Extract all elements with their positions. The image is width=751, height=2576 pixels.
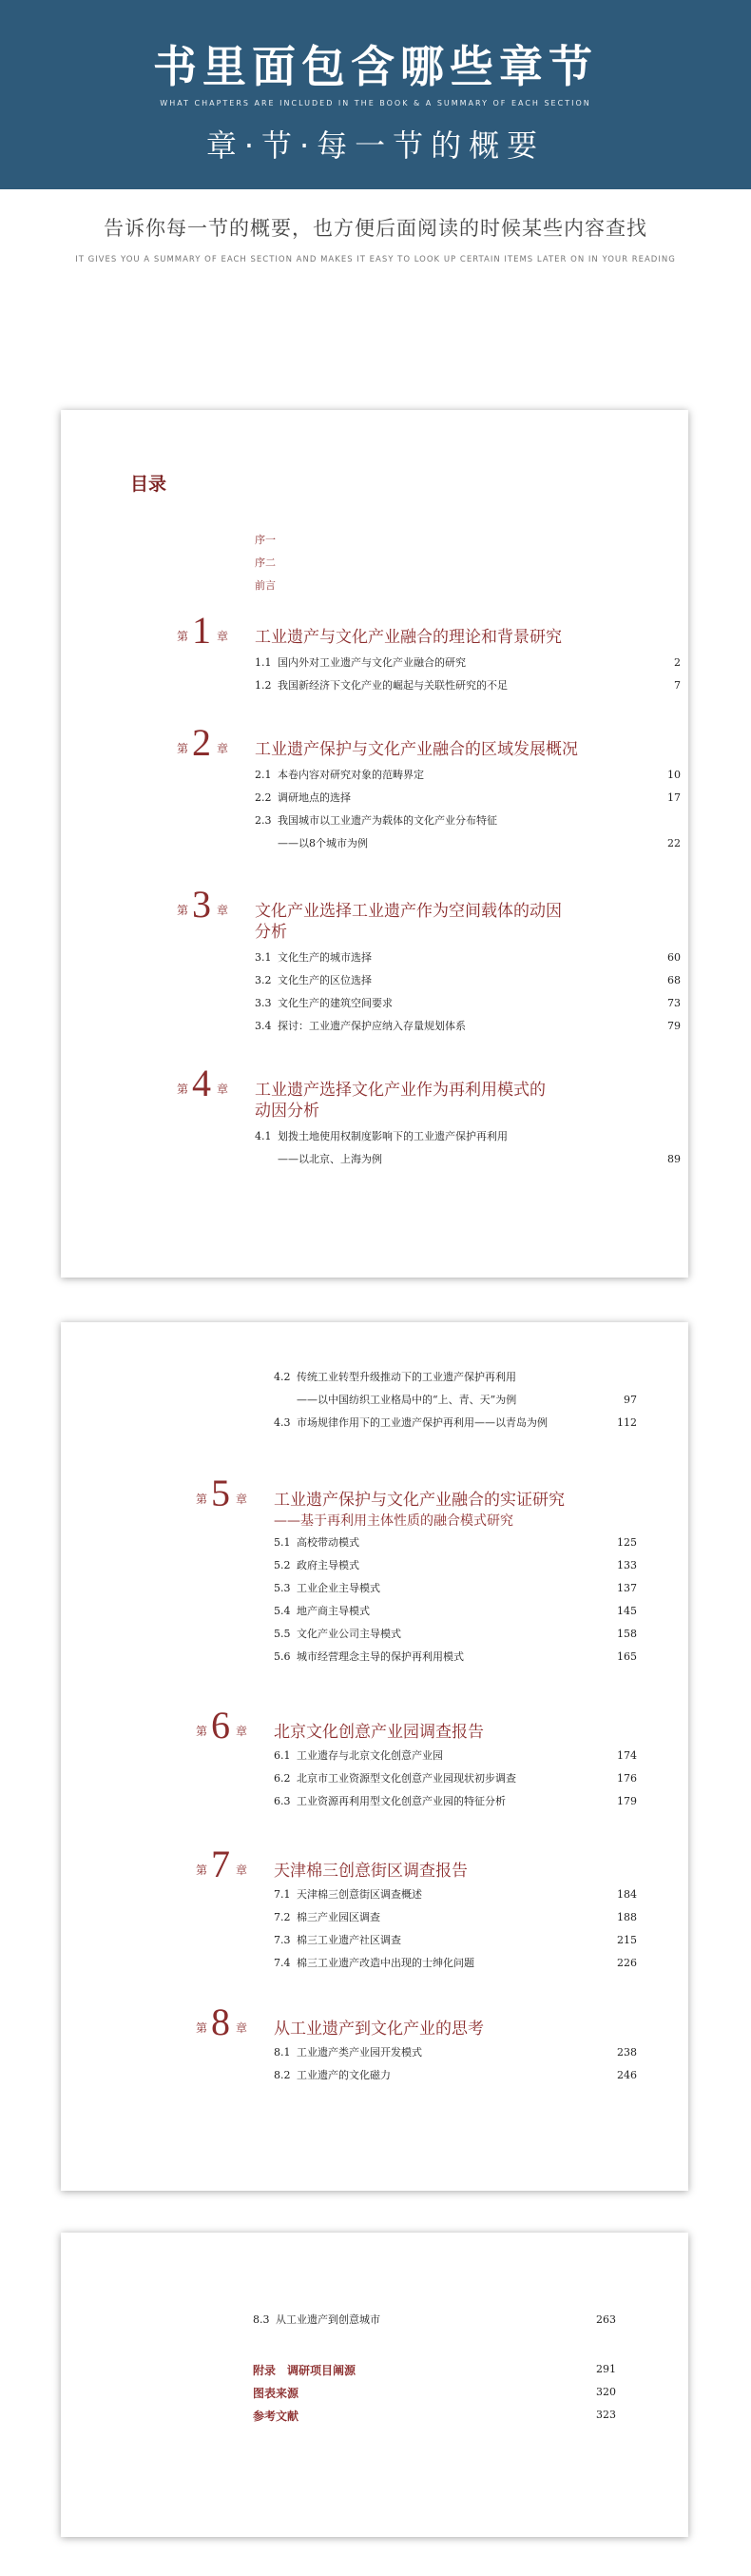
entry-text: 棉三工业遗产改造中出现的士绅化问题 <box>297 1957 474 1969</box>
chapter-number <box>196 1845 253 1883</box>
entry-number: 1.2 <box>255 679 272 692</box>
toc-entry[interactable] <box>274 1933 637 1948</box>
entry-number: 8.1 <box>274 2046 291 2059</box>
entry-text: 市场规律作用下的工业遗产保护再利用——以青岛为例 <box>297 1416 548 1429</box>
chapter-subtitle: ——基于再利用主体性质的融合模式研究 <box>274 1513 513 1529</box>
entry-page: 133 <box>617 1559 637 1571</box>
entry-number: 2.2 <box>255 791 272 804</box>
chapter-num: 6 <box>211 1704 230 1747</box>
toc-entry[interactable] <box>274 1558 637 1573</box>
appendix-survey[interactable]: 附录 调研项目阐源 <box>253 2364 356 2377</box>
entry-page: 89 <box>667 1153 681 1165</box>
entry-number: 4.2 <box>274 1371 291 1383</box>
appendix-references[interactable]: 参考文献 <box>253 2410 299 2423</box>
entry-page: 158 <box>617 1628 637 1640</box>
chapter-num: 4 <box>192 1062 211 1104</box>
entry-number: 4.1 <box>255 1130 272 1142</box>
chapter-title[interactable]: 工业遗产与文化产业融合的理论和背景研究 <box>255 628 562 647</box>
intro-text-en: IT GIVES YOU A SUMMARY OF EACH SECTION AND MAKES IT EASY TO LOOK UP CERTAIN ITEMS LATER ON IN YOUR READING <box>75 255 676 264</box>
chapter-title[interactable]: 工业遗产保护与文化产业融合的实证研究 <box>274 1491 565 1510</box>
entry-text: 工业遗产的文化磁力 <box>297 2069 391 2081</box>
entry-text: 文化生产的区位选择 <box>278 974 372 986</box>
entry-number: 2.1 <box>255 769 272 781</box>
chapter-zhang: 章 <box>217 630 229 643</box>
entry-text: ——以8个城市为例 <box>278 837 368 849</box>
entry-page: 97 <box>624 1394 637 1406</box>
entry-text: ——以中国纺织工业格局中的“上、青、天”为例 <box>297 1394 517 1406</box>
chapter-num: 8 <box>211 2000 230 2043</box>
entry-number: 3.3 <box>255 997 272 1009</box>
entry-page: 263 <box>596 2313 616 2326</box>
chapter-6 <box>196 1704 637 1821</box>
entry-page: 176 <box>617 1772 637 1785</box>
chapter-number <box>177 1064 234 1103</box>
chapter-2 <box>177 721 681 857</box>
entry-number: 5.1 <box>274 1536 291 1549</box>
chapter-title-line2[interactable]: 分析 <box>255 923 287 942</box>
entry-page: 184 <box>617 1888 637 1901</box>
entry-page: 226 <box>617 1957 637 1969</box>
entry-page: 238 <box>617 2046 637 2059</box>
chapter-di: 第 <box>196 1493 208 1506</box>
banner-title: 书里面包含哪些章节 <box>153 41 598 92</box>
entry-page: 73 <box>667 997 681 1009</box>
appendix-figure-sources-page: 320 <box>596 2386 616 2398</box>
chapter-di: 第 <box>177 1083 189 1096</box>
entry-text: 文化产业公司主导模式 <box>297 1628 401 1640</box>
chapter-zhang: 章 <box>217 742 229 755</box>
chapter-num: 1 <box>192 609 211 652</box>
chapter-number <box>177 721 234 764</box>
entry-number: 7.2 <box>274 1911 291 1923</box>
toc-page-3 <box>61 2233 688 2537</box>
entry-number: 6.2 <box>274 1772 291 1785</box>
entry-page: 165 <box>617 1650 637 1663</box>
chapter-title[interactable]: 从工业遗产到文化产业的思考 <box>274 2020 484 2039</box>
chapter-title[interactable]: 北京文化创意产业园调查报告 <box>274 1723 484 1742</box>
toc-entry[interactable] <box>255 768 681 783</box>
toc-entry[interactable] <box>274 1535 637 1551</box>
entry-number: 1.1 <box>255 656 272 669</box>
chapter-8 <box>196 2000 637 2098</box>
chapter-di: 第 <box>196 2021 208 2035</box>
entry-text: 本卷内容对研究对象的范畴界定 <box>278 769 424 781</box>
toc-entry[interactable] <box>255 950 681 966</box>
chapter-7 <box>196 1845 637 1979</box>
toc-title: 目录 <box>130 474 167 495</box>
prelude-item[interactable]: 前言 <box>255 579 276 592</box>
chapter-num: 7 <box>211 1843 230 1885</box>
entry-number: 6.1 <box>274 1749 291 1762</box>
chapter-zhang: 章 <box>236 1864 248 1877</box>
toc-entry[interactable] <box>274 1887 637 1903</box>
intro <box>0 213 751 264</box>
chapter-title[interactable]: 文化产业选择工业遗产作为空间载体的动因 <box>255 902 562 921</box>
toc-entry[interactable] <box>255 813 681 829</box>
chapter-di: 第 <box>177 904 189 917</box>
entry-number: 7.3 <box>274 1934 291 1946</box>
entry-text: 从工业遗产到创意城市 <box>276 2313 380 2326</box>
entry-page: 179 <box>617 1795 637 1807</box>
entry-number: 5.6 <box>274 1650 291 1663</box>
entry-number: 5.3 <box>274 1582 291 1594</box>
appendix-references-page: 323 <box>596 2409 616 2421</box>
entry-page: 246 <box>617 2069 637 2081</box>
entry-page: 68 <box>667 974 681 986</box>
banner-subtitle: 章·节·每一节的概要 <box>205 127 546 164</box>
entry-text: 北京市工业资源型文化创意产业园现状初步调查 <box>297 1772 516 1785</box>
chapter-title[interactable]: 工业遗产选择文化产业作为再利用模式的 <box>255 1081 546 1100</box>
entry-page: 79 <box>667 1020 681 1032</box>
entry-text: 高校带动模式 <box>297 1536 359 1549</box>
entry-text: 天津棉三创意街区调查概述 <box>297 1888 422 1901</box>
entry-text: 棉三工业遗产社区调查 <box>297 1934 401 1946</box>
prelude-item[interactable]: 序一 <box>255 534 276 546</box>
chapter-5 <box>196 1474 637 1684</box>
entry-page: 215 <box>617 1934 637 1946</box>
entry-text: 探讨：工业遗产保护应纳入存量规划体系 <box>278 1020 466 1032</box>
chapter-1 <box>177 609 681 697</box>
toc-entry[interactable] <box>274 1794 637 1809</box>
entry-text: 工业企业主导模式 <box>297 1582 380 1594</box>
entry-number: 2.3 <box>255 814 272 827</box>
chapter-3 <box>177 883 681 1038</box>
entry-number: 8.3 <box>253 2313 270 2326</box>
entry-number: 5.2 <box>274 1559 291 1571</box>
toc-entry-continued[interactable] <box>274 1393 637 1408</box>
toc-entry[interactable] <box>274 1910 637 1925</box>
entry-text: 传统工业转型升级推动下的工业遗产保护再利用 <box>297 1371 516 1383</box>
entry-page: 60 <box>667 951 681 964</box>
banner-title-en: WHAT CHAPTERS ARE INCLUDED IN THE BOOK & A SUMMARY OF EACH SECTION <box>160 99 591 107</box>
appendix-figure-sources[interactable]: 图表来源 <box>253 2387 299 2400</box>
entry-text: 政府主导模式 <box>297 1559 359 1571</box>
entry-number: 8.2 <box>274 2069 291 2081</box>
toc-entry[interactable] <box>255 790 681 806</box>
entry-page: 125 <box>617 1536 637 1549</box>
entry-page: 7 <box>674 679 681 692</box>
toc-entry[interactable] <box>274 1627 637 1642</box>
entry-number: 7.1 <box>274 1888 291 1901</box>
appendix-survey-page: 291 <box>596 2363 616 2375</box>
entry-page: 174 <box>617 1749 637 1762</box>
toc-entry[interactable] <box>274 2045 637 2060</box>
toc-entry[interactable] <box>274 1370 637 1385</box>
toc-entry[interactable] <box>255 973 681 988</box>
entry-text: 调研地点的选择 <box>278 791 351 804</box>
intro-text: 告诉你每一节的概要，也方便后面阅读的时候某些内容查找 <box>104 217 647 240</box>
toc-entry-continued[interactable] <box>255 836 681 851</box>
toc-entry[interactable] <box>255 1019 681 1034</box>
entry-text: 我国城市以工业遗产为载体的文化产业分布特征 <box>278 814 497 827</box>
chapter-number <box>177 609 234 652</box>
toc-entry[interactable] <box>274 2068 637 2083</box>
chapter-title-line2[interactable]: 动因分析 <box>255 1102 319 1121</box>
chapter-di: 第 <box>177 630 189 643</box>
entry-text: 工业遗存与北京文化创意产业园 <box>297 1749 443 1762</box>
chapter-title[interactable]: 工业遗产保护与文化产业融合的区域发展概况 <box>255 740 578 759</box>
entry-number: 7.4 <box>274 1957 291 1969</box>
chapter-number <box>177 883 234 926</box>
entry-page: 145 <box>617 1605 637 1617</box>
chapter-di: 第 <box>196 1725 208 1738</box>
entry-number: 3.4 <box>255 1020 272 1032</box>
entry-text: 国内外对工业遗产与文化产业融合的研究 <box>278 656 466 669</box>
toc-entry[interactable] <box>255 1129 681 1144</box>
toc-entry[interactable] <box>274 1956 637 1971</box>
chapter-number <box>196 1474 253 1512</box>
toc-entry[interactable] <box>253 2313 616 2328</box>
entry-page: 17 <box>667 791 681 804</box>
toc-entry[interactable] <box>274 1604 637 1619</box>
toc-entry[interactable] <box>274 1771 637 1786</box>
entry-page: 188 <box>617 1911 637 1923</box>
toc-entry-continued[interactable] <box>255 1152 681 1167</box>
entry-number: 6.3 <box>274 1795 291 1807</box>
toc-entry[interactable] <box>255 655 681 671</box>
entry-text: ——以北京、上海为例 <box>278 1153 382 1165</box>
entry-number: 3.1 <box>255 951 272 964</box>
toc-page-1 <box>61 410 688 1278</box>
entry-page: 22 <box>667 837 681 849</box>
chapter-zhang: 章 <box>217 904 229 917</box>
entry-text: 地产商主导模式 <box>297 1605 370 1617</box>
entry-text: 我国新经济下文化产业的崛起与关联性研究的不足 <box>278 679 508 692</box>
entry-number: 5.5 <box>274 1628 291 1640</box>
entry-number: 5.4 <box>274 1605 291 1617</box>
chapter-zhang: 章 <box>236 2021 248 2035</box>
entry-text: 文化生产的建筑空间要求 <box>278 997 393 1009</box>
toc-entry[interactable] <box>274 1748 637 1764</box>
chapter-num: 5 <box>211 1472 230 1514</box>
chapter-zhang: 章 <box>236 1725 248 1738</box>
toc-page-2 <box>61 1322 688 2191</box>
header-banner <box>0 0 751 189</box>
entry-number: 4.3 <box>274 1416 291 1429</box>
chapter-di: 第 <box>196 1864 208 1877</box>
toc-entry[interactable] <box>274 1649 637 1665</box>
entry-page: 2 <box>674 656 681 669</box>
entry-text: 工业资源再利用型文化创意产业园的特征分析 <box>297 1795 506 1807</box>
entry-text: 划拨土地使用权制度影响下的工业遗产保护再利用 <box>278 1130 508 1142</box>
entry-text: 城市经营理念主导的保护再利用模式 <box>297 1650 464 1663</box>
toc-entry[interactable] <box>255 678 681 693</box>
toc-entry[interactable] <box>274 1415 637 1431</box>
prelude-item[interactable]: 序二 <box>255 556 276 569</box>
entry-page: 112 <box>617 1416 637 1429</box>
toc-entry[interactable] <box>274 1581 637 1596</box>
entry-page: 10 <box>667 769 681 781</box>
chapter-number <box>196 1704 253 1747</box>
entry-text: 文化生产的城市选择 <box>278 951 372 964</box>
entry-text: 工业遗产类产业园开发模式 <box>297 2046 422 2059</box>
chapter-4 <box>177 1064 681 1179</box>
entry-number: 3.2 <box>255 974 272 986</box>
chapter-num: 2 <box>192 721 211 764</box>
entry-page: 137 <box>617 1582 637 1594</box>
chapter-title[interactable]: 天津棉三创意街区调查报告 <box>274 1862 468 1881</box>
chapter-zhang: 章 <box>236 1493 248 1506</box>
entry-text: 棉三产业园区调查 <box>297 1911 380 1923</box>
chapter-zhang: 章 <box>217 1083 229 1096</box>
chapter-number <box>196 2000 253 2043</box>
chapter-num: 3 <box>192 883 211 926</box>
toc-entry[interactable] <box>255 996 681 1011</box>
chapter-di: 第 <box>177 742 189 755</box>
